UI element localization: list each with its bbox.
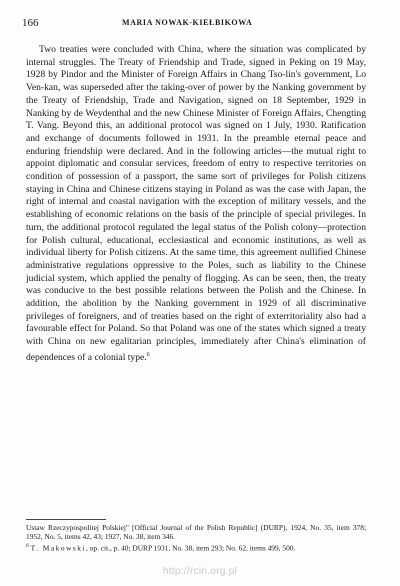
footnote-divider: [26, 519, 106, 520]
paragraph-text: Two treaties were concluded with China, where the situation was complicated by internal struggles. The Treaty of Friendship and Trade, signed in Peking on 19 May, 1928 by Pindor and the Minister of Foreign Affairs in Chang Tso-lin's government, Lo Ven-kan, was superseded after the taking-over of power by the Nanking government by the Treaty of Friendship, Trade and Navigation, signed on 18 September, 1929 in Nanking by de Weydenthal and the new Chinese Minister of Foreign Affairs, Chengting T. Vang. Beyond this, an additional protocol was signed on 1 July, 1930. Ratification and exchange of documents followed in 1931. In the preamble eternal peace and enduring friendship were declared. And in the following articles—the mutual right to appoint diplomatic and consular services, freedom of entry to respective territories on condition of possession of a passport, the same sort of privileges for Polish citizens staying in China and Chinese citizens staying in Poland as was the case with Japan, the right of internal and coastal navigation with the exception of military vessels, and the establishing of economic relations on the basis of the principle of special privileges. In turn, the additional protocol regulated the legal status of the Polish colony—protection for Polish cultural, educational, ecclesiastical and economic institutions, as well as individual liberty for Polish citizens. At the same time, this agreement nullified Chinese administrative regulations oppressive to the Poles, such as liability to the Chinese judicial system, which applied the penalty of flogging. As can be seen, then, the treaty was conducive to the best possible relations between the Polish and the Chinese. In addition, the abolition by the Nanking government in 1929 of all discriminative privileges of foreigners, and of treaties based on the right of exterritoriality also had a favourable effect for Poland. So that Poland was one of the states which signed a treaty with China on new egalitarian principles, immediately after China's elimination of dependences of a colonial type.: [26, 44, 366, 364]
page-header: [22, 17, 370, 31]
main-text: [26, 44, 366, 365]
footnote-6-author: T. Makowski: [30, 543, 86, 553]
footnote-reference: 6: [146, 351, 150, 358]
footnote-6-text: , op. cit., p. 40; DURP 1931, No. 38, item 293; No. 62, items 499, 500.: [85, 543, 296, 553]
footnotes: [26, 523, 366, 552]
running-head: MARIA NOWAK-KIEŁBIKOWA: [122, 18, 253, 27]
body-paragraph: [26, 44, 366, 365]
footnote-6: [26, 542, 366, 553]
page-number: 166: [22, 17, 39, 29]
footnote-continued: Ustaw Rzeczypospolitej Polskiej" [Official Journal of the Polish Republic] (DURP), 1924, No. 35, item 378; 1952, No. 5, items 42, 43; 1927, No. 38, item 346.: [26, 523, 366, 542]
watermark: http://rcin.org.pl: [162, 566, 238, 577]
footnote-6-marker: 6: [26, 542, 29, 549]
